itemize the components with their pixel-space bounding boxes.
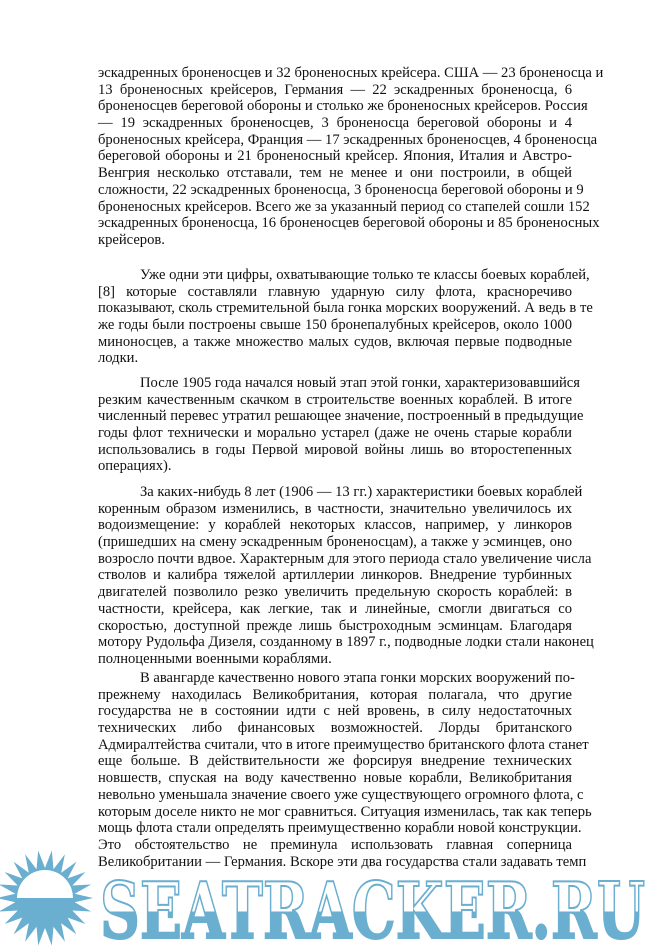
text-line: коренным образом изменились, в частности, значительно увеличилось их (98, 500, 572, 517)
text-line: береговой обороны и 21 броненосный крейсер. Япония, Италия и Австро- (98, 148, 572, 165)
text-line: стволов и калибра тяжелой артиллерии линкоров. Внедрение турбинных (98, 567, 572, 584)
watermark-text: SEATRACKER.RU (100, 866, 645, 947)
text-line: броненосных крейсеров. Всего же за указанный период со стапелей сошли 152 (98, 198, 590, 215)
text-line: мотору Рудольфа Дизеля, созданному в 1897 г., подводные лодки стали наконец (98, 634, 594, 651)
text-line: мощь флота стали определять преимущественно корабли новой конструкции. (98, 820, 582, 837)
text-line: государства не в состоянии идти с ней вровень, в силу недостаточных (98, 703, 572, 720)
seatracker-watermark-logo (0, 848, 663, 947)
text-line: Это обстоятельство не преминула использовать главная соперница (98, 836, 572, 853)
text-line: скоростью, доступной прежде лишь быстроходным эсминцам. Благодаря (98, 617, 572, 634)
text-line: технических либо финансовых возможностей. Лорды британского (98, 720, 572, 737)
text-line: невольно уменьшала значение своего уже существующего огромного флота, с (98, 786, 584, 803)
text-line: же годы были построены свыше 150 бронепалубных крейсеров, около 1000 (98, 317, 572, 334)
text-line: После 1905 года начался новый этап этой гонки, характеризовавшийся (140, 375, 580, 391)
text-line: которым доселе никто не мог сравниться. Ситуация изменилась, так как теперь (98, 803, 592, 820)
text-line: водоизмещение: у кораблей некоторых классов, например, у линкоров (98, 517, 572, 534)
text-line: В авангарде качественно нового этапа гонки морских вооружений по- (140, 670, 575, 686)
text-line: крейсеров. (98, 231, 165, 248)
text-line: — 19 эскадренных броненосцев, 3 броненосца береговой обороны и 4 (98, 115, 572, 132)
text-line: сложности, 22 эскадренных броненосца, 3 броненосца береговой обороны и 9 (98, 181, 584, 198)
text-line: использовались в годы Первой мировой войны лишь во второстепенных (98, 441, 572, 458)
text-line: еще больше. В действительности же форсируя внедрение технических (98, 753, 572, 770)
text-line: миноносцев, а также множество малых судов, включая первые подводные (98, 333, 572, 350)
text-line: Уже одни эти цифры, охватывающие только те классы боевых кораблей, (140, 267, 590, 283)
paragraph-4 (98, 484, 594, 668)
text-line: частности, крейсера, как легкие, так и линейные, смогли двигаться со (98, 600, 572, 617)
text-line: Великобритании — Германия. Вскоре эти два государства стали задавать темп (98, 853, 587, 870)
text-line: лодки. (98, 350, 139, 367)
paragraph-2 (98, 267, 593, 367)
text-line: годы флот технически и морально устарел (даже не очень старые корабли (98, 425, 572, 442)
text-line: броненосных крейсера, Франция — 17 эскадренных броненосцев, 4 броненосца (98, 131, 598, 148)
text-line: За каких-нибудь 8 лет (1906 — 13 гг.) характеристики боевых кораблей (140, 484, 583, 500)
paragraph-3 (98, 375, 584, 475)
text-line: двигателей позволило резко увеличить предельную скорость кораблей: в (98, 584, 572, 601)
text-line: эскадренных броненосцев и 32 броненосных крейсера. США — 23 броненосца и (98, 65, 604, 81)
paragraph-5 (98, 670, 592, 870)
text-line: эскадренных броненосца, 16 броненосцев береговой обороны и 85 броненосных (98, 215, 600, 232)
text-line: Адмиралтейства считали, что в итоге преимущество британского флота станет (98, 736, 589, 753)
text-line: Венгрия несколько отставали, тем не менее и они построили, в общей (98, 165, 572, 182)
text-line: (пришедших на смену эскадренным броненосцам), а также у эсминцев, оно (98, 534, 572, 551)
text-line: [8] которые составляли главную ударную силу флота, красноречиво (98, 283, 572, 300)
text-line: 13 броненосных крейсеров, Германия — 22 эскадренных броненосца, 6 (98, 81, 572, 98)
text-line: численный перевес утратил решающее значение, построенный в предыдущие (98, 408, 584, 425)
paragraph-1 (98, 65, 604, 249)
text-line: операциях). (98, 458, 172, 475)
sun-icon (0, 851, 93, 946)
text-line: возросло почти вдвое. Характерным для этого периода стало увеличение числа (98, 550, 592, 567)
text-line: новшеств, спуская на воду качественно новые корабли, Великобритания (98, 770, 572, 787)
text-line: броненосцев береговой обороны и столько же броненосных крейсеров. Россия (98, 98, 588, 115)
text-line: резким качественным скачком в строительстве военных кораблей. В итоге (98, 391, 572, 408)
text-line: показывают, сколь стремительной была гонка морских вооружений. А ведь в те (98, 300, 593, 317)
text-line: прежнему находилась Великобритания, которая полагала, что другие (98, 686, 572, 703)
text-line: полноценными военными кораблями. (98, 650, 332, 667)
